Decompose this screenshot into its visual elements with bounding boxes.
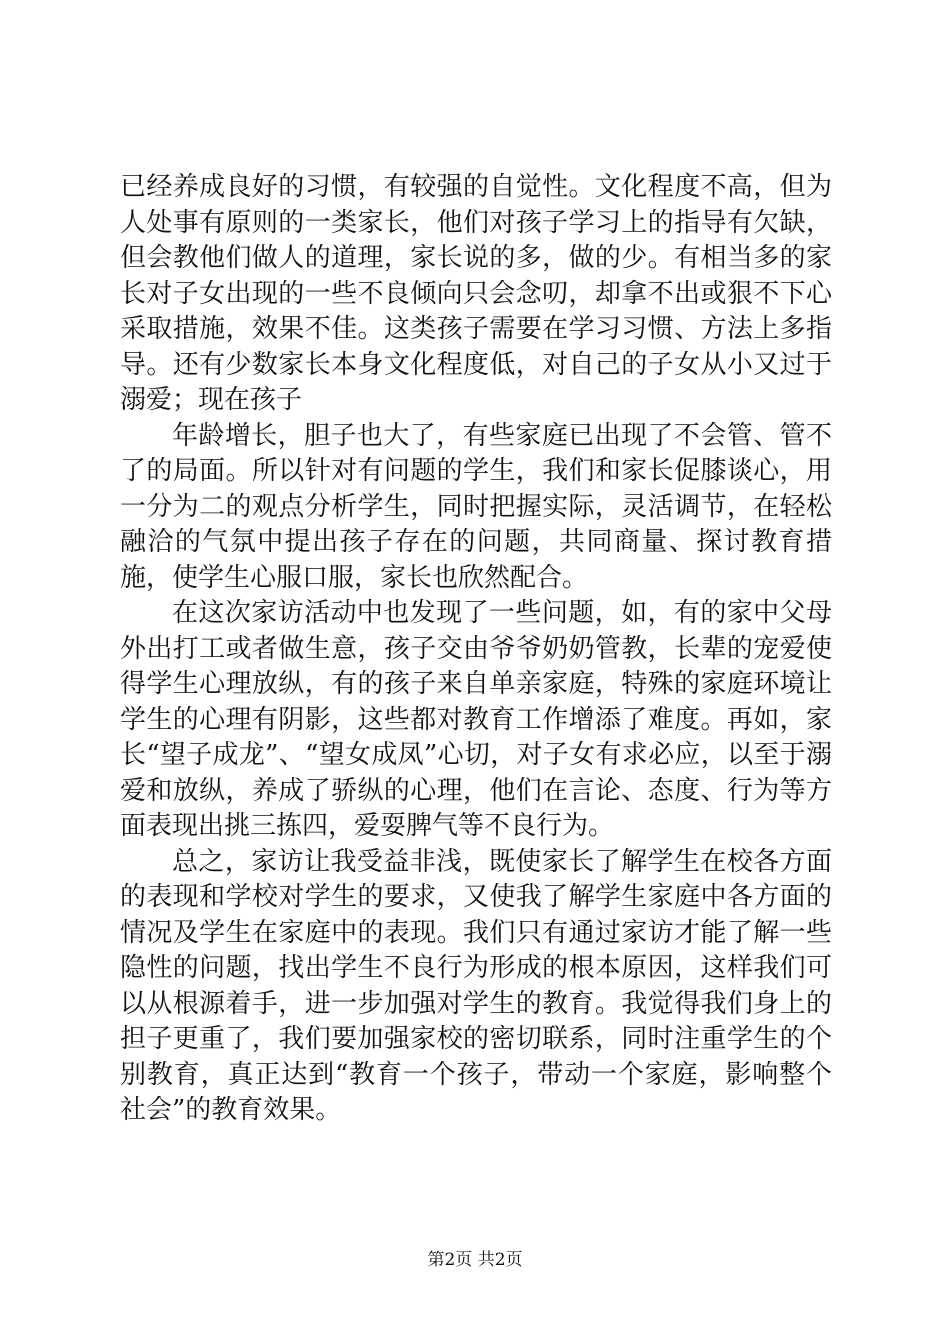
paragraph-2: 年龄增长，胆子也大了，有些家庭已出现了不会管、管不了的局面。所以针对有问题的学生，我们和家长促膝谈心，用一分为二的观点分析学生，同时把握实际，灵活调节，在轻松融洽的气氛中提出孩子存在的问题，共同商量、探讨教育措施，使学生心服口服，家长也欣然配合。 [120, 420, 832, 593]
paragraph-4: 总之，家访让我受益非浅，既使家长了解学生在校各方面的表现和学校对学生的要求，又使我了解学生家庭中各方面的情况及学生在家庭中的表现。我们只有通过家访才能了解一些隐性的问题，找出学生不良行为形成的根本原因，这样我们可以从根源着手，进一步加强对学生的教育。我觉得我们身上的担子更重了，我们要加强家校的密切联系，同时注重学生的个别教育，真正达到“教育一个孩子，带动一个家庭，影响整个社会”的教育效果。 [120, 846, 832, 1125]
body-text [120, 170, 832, 1129]
paragraph-3: 在这次家访活动中也发现了一些问题，如，有的家中父母外出打工或者做生意，孩子交由爷爷奶奶管教，长辈的宠爱使得学生心理放纵，有的孩子来自单亲家庭，特殊的家庭环境让学生的心理有阴影，这些都对教育工作增添了难度。再如，家长“望子成龙”、“望女成凤”心切，对子女有求必应，以至于溺爱和放纵，养成了骄纵的心理，他们在言论、态度、行为等方面表现出挑三拣四，爱耍脾气等不良行为。 [120, 598, 832, 841]
page-number-footer: 第2页 共2页 [427, 1250, 523, 1270]
paragraph-continuation: 已经养成良好的习惯，有较强的自觉性。文化程度不高，但为人处事有原则的一类家长，他们对孩子学习上的指导有欠缺，但会教他们做人的道理，家长说的多，做的少。有相当多的家长对子女出现的一些不良倾向只会念叨，却拿不出或狠不下心采取措施，效果不佳。这类孩子需要在学习习惯、方法上多指导。还有少数家长本身文化程度低，对自己的子女从小又过于溺爱；现在孩子 [120, 172, 832, 415]
